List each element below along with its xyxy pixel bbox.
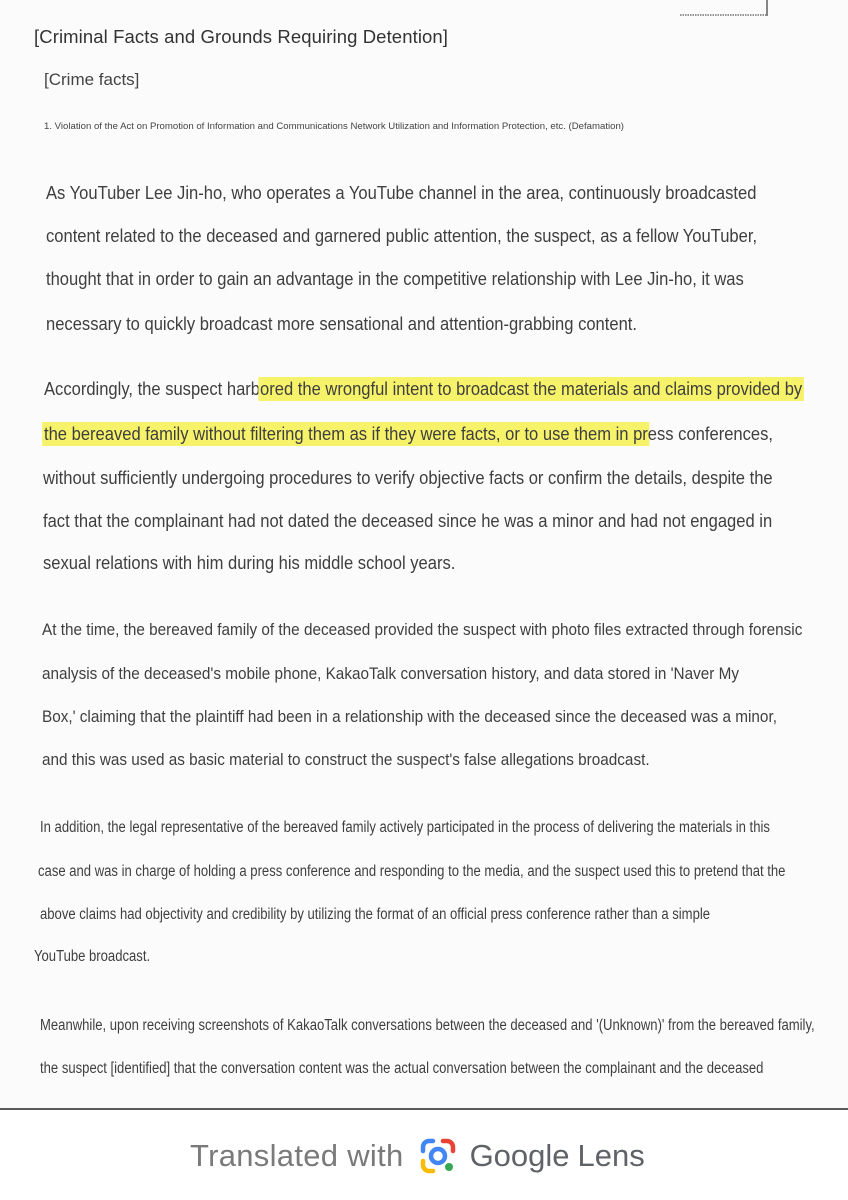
- lens-brand: Lens: [577, 1138, 645, 1173]
- document-heading: [Criminal Facts and Grounds Requiring Detention]: [34, 26, 449, 47]
- paragraph-2-line-2: [44, 424, 773, 445]
- paragraph-5-line-2: the suspect [identified] that the conversation content was the actual conversation between the complainant and the deceased: [40, 1060, 764, 1077]
- stamp-mark: [678, 0, 770, 18]
- paragraph-2-line-5: sexual relations with him during his middle school years.: [43, 553, 456, 573]
- translation-credit: [190, 1132, 645, 1180]
- paragraph-5-line-1: Meanwhile, upon receiving screenshots of KakaoTalk conversations between the deceased and '(Unknown)' from the bereaved family,: [40, 1017, 815, 1034]
- paragraph-3-line-1: At the time, the bereaved family of the deceased provided the suspect with photo files extracted through forensic: [42, 620, 803, 639]
- paragraph-2-line-3: without sufficiently undergoing procedures to verify objective facts or confirm the details, despite the: [43, 468, 773, 488]
- paragraph-3-line-3: Box,' claiming that the plaintiff had been in a relationship with the deceased since the deceased was a minor,: [42, 707, 777, 726]
- clause-title: 1. Violation of the Act on Promotion of Information and Communications Network Utilization and Information Protection, etc. (Defamation): [44, 121, 624, 132]
- paragraph-2-line-1: [44, 379, 802, 400]
- google-brand: Google: [469, 1138, 570, 1173]
- paragraph-1-line-4: necessary to quickly broadcast more sensational and attention-grabbing content.: [46, 314, 637, 334]
- paragraph-3-line-2: analysis of the deceased's mobile phone, KakaoTalk conversation history, and data stored in 'Naver My: [42, 664, 740, 683]
- document-subheading: [Crime facts]: [44, 70, 140, 89]
- plain-text: ess conferences,: [647, 424, 773, 444]
- paragraph-4-line-1: In addition, the legal representative of the bereaved family actively participated in the process of delivering the materials in this: [40, 819, 770, 836]
- highlighted-text: the bereaved family without filtering them as if they were facts, or to use them in pr: [44, 424, 648, 444]
- paragraph-1-line-3: thought that in order to gain an advantage in the competitive relationship with Lee Jin-ho, it was: [46, 269, 744, 289]
- paragraph-4-line-3: above claims had objectivity and credibility by utilizing the format of an official press conference rather than a simple: [40, 906, 711, 923]
- paragraph-4-line-4: YouTube broadcast.: [34, 948, 151, 965]
- highlighted-text: ored the wrongful intent to broadcast the materials and claims provided by: [260, 379, 803, 399]
- translated-with-label: Translated with: [190, 1138, 404, 1173]
- paragraph-1-line-1: As YouTuber Lee Jin-ho, who operates a YouTube channel in the area, continuously broadcasted: [46, 183, 757, 203]
- paragraph-4-line-2: case and was in charge of holding a press conference and responding to the media, and the suspect used this to pretend that the: [38, 863, 786, 880]
- paragraph-2-line-4: fact that the complainant had not dated the deceased since he was a minor and had not engaged in: [43, 511, 773, 531]
- plain-text: Accordingly, the suspect harb: [44, 379, 261, 399]
- paragraph-1-line-2: content related to the deceased and garnered public attention, the suspect, as a fellow YouTuber,: [46, 226, 758, 246]
- paragraph-3-line-4: and this was used as basic material to construct the suspect's false allegations broadcast.: [42, 750, 650, 769]
- google-lens-icon: [418, 1136, 458, 1176]
